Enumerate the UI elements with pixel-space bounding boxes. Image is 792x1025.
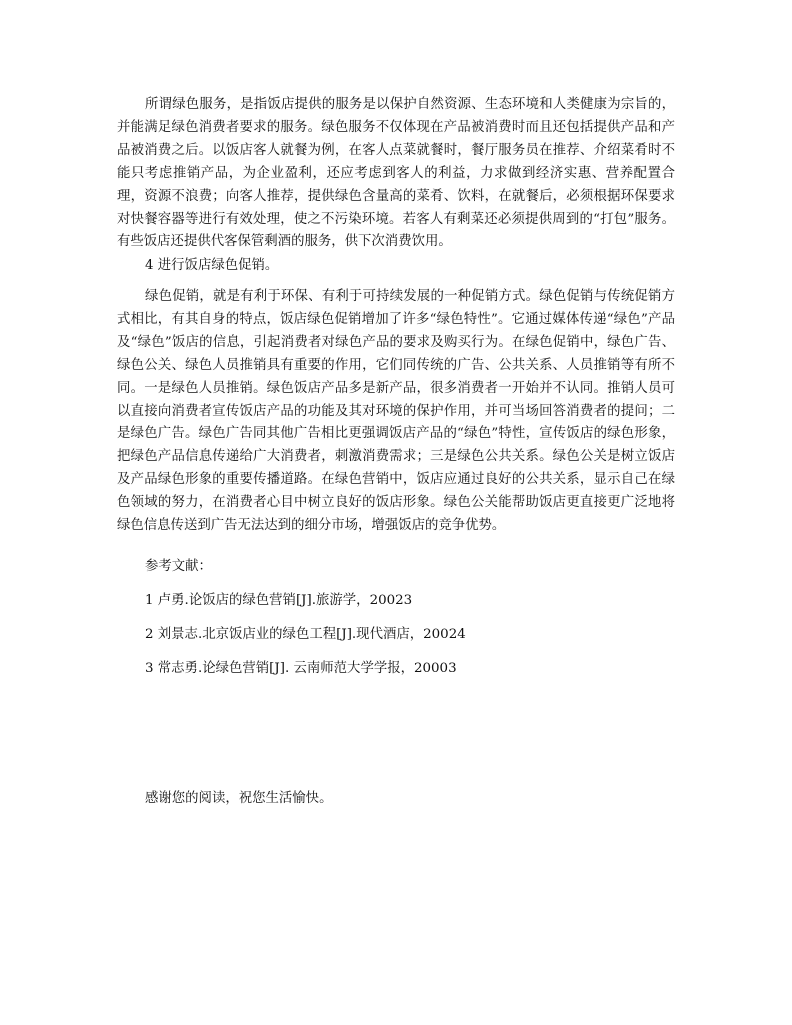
paragraph-green-service: 所谓绿色服务，是指饭店提供的服务是以保护自然资源、生态环境和人类健康为宗旨的，并能满足绿色消费者要求的服务。绿色服务不仅体现在产品被消费时而且还包括提供产品和产品被消费之后。以饭店客人就餐为例，在客人点菜就餐时，餐厅服务员在推荐、介绍菜肴时不能只考虑推销产品，为企业盈利，还应考虑到客人的利益，力求做到经济实惠、营养配置合理，资源不浪费；向客人推荐，提供绿色含量高的菜肴、饮料，在就餐后，必须根据环保要求对快餐容器等进行有效处理，使之不污染环境。若客人有剩菜还必须提供周到的“打包”服务。有些饭店还提供代客保管剩酒的服务，供下次消费饮用。 <box>117 97 675 250</box>
closing-message: 感谢您的阅读，祝您生活愉快。 <box>145 791 333 806</box>
section-heading-green-promotion: 4 进行饭店绿色促销。 <box>145 258 279 273</box>
references-title: 参考文献： <box>145 559 212 574</box>
reference-item-1: 1 卢勇.论饭店的绿色营销[J].旅游学，20023 <box>145 593 413 608</box>
paragraph-green-promotion: 绿色促销，就是有利于环保、有利于可持续发展的一种促销方式。绿色促销与传统促销方式相比，有其自身的特点，饭店绿色促销增加了许多“绿色特性”。它通过媒体传递“绿色”产品及“绿色”饭店的信息，引起消费者对绿色产品的要求及购买行为。在绿色促销中，绿色广告、绿色公关、绿色人员推销具有重要的作用，它们同传统的广告、公共关系、人员推销等有所不同。一是绿色人员推销。绿色饭店产品多是新产品，很多消费者一开始并不认同。推销人员可以直接向消费者宣传饭店产品的功能及其对环境的保护作用，并可当场回答消费者的提问；二是绿色广告。绿色广告同其他广告相比更强调饭店产品的“绿色”特性，宣传饭店的绿色形象，把绿色产品信息传递给广大消费者，刺激消费需求；三是绿色公共关系。绿色公关是树立饭店及产品绿色形象的重要传播道路。在绿色营销中，饭店应通过良好的公共关系，显示自己在绿色领域的努力，在消费者心目中树立良好的饭店形象。绿色公关能帮助饭店更直接更广泛地将绿色信息传送到广告无法达到的细分市场，增强饭店的竞争优势。 <box>117 289 675 534</box>
reference-item-2: 2 刘景志.北京饭店业的绿色工程[J].现代酒店，20024 <box>145 627 466 642</box>
reference-item-3: 3 常志勇.论绿色营销[J]. 云南师范大学学报，20003 <box>145 661 457 676</box>
